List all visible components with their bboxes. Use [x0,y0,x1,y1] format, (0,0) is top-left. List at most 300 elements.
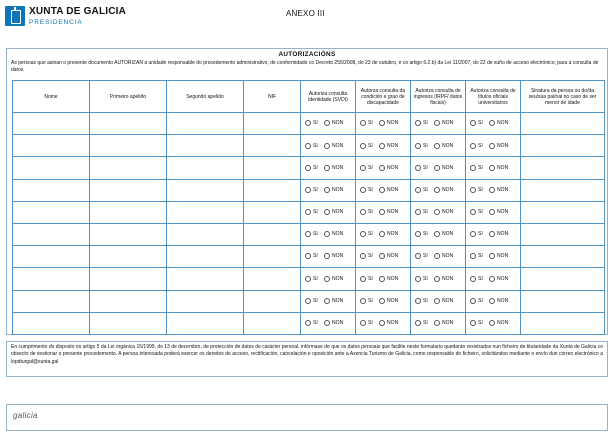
radio-circle-icon[interactable] [305,231,311,237]
radio-option-yes[interactable] [415,187,428,193]
radio-option-no[interactable] [324,120,343,126]
radio-circle-icon[interactable] [324,298,330,304]
cell-nome-input[interactable] [13,290,90,312]
radio-circle-icon[interactable] [470,320,476,326]
radio-label: SI [423,297,428,304]
header-primeiro-apelido: Primeiro apelido [90,81,167,113]
cell-primeiro-apelido-input[interactable] [90,113,167,135]
radio-circle-icon[interactable] [379,120,385,126]
radio-label: NON [441,209,454,216]
radio-option-no[interactable] [489,209,508,215]
radio-option-yes[interactable] [305,209,318,215]
radio-option-yes[interactable] [415,120,428,126]
radio-option-no[interactable] [379,320,398,326]
radio-option-no[interactable] [434,187,453,193]
cell-segundo-apelido-input[interactable] [167,113,244,135]
radio-circle-icon[interactable] [470,143,476,149]
radio-circle-icon[interactable] [489,187,495,193]
radio-option-yes[interactable] [305,231,318,237]
header-nif: NIF [244,81,301,113]
radio-label: SI [313,231,318,238]
cell-primeiro-apelido-input[interactable] [90,246,167,268]
radio-option-yes[interactable] [360,143,373,149]
radio-option-yes[interactable] [360,276,373,282]
galicia-logo: galicia [13,411,38,420]
cell-discapacidade [356,179,411,201]
authorizations-section [6,48,608,335]
radio-label: NON [386,164,399,171]
radio-option-yes[interactable] [470,165,483,171]
radio-option-no[interactable] [434,209,453,215]
radio-circle-icon[interactable] [305,165,311,171]
cell-nome-input[interactable] [13,201,90,223]
table-row [13,312,605,334]
cell-nif-input[interactable] [244,268,301,290]
radio-label: NON [386,297,399,304]
radio-option-no[interactable] [489,276,508,282]
cell-nome-input[interactable] [13,179,90,201]
cell-ingresos [411,113,466,135]
cell-nif-input[interactable] [244,246,301,268]
radio-option-yes[interactable] [470,253,483,259]
cell-sinatura-input[interactable] [521,157,605,179]
privacy-notice: En cumprimento do disposto no artigo 5 da Lei orgánica 15/1999, do 13 de decembro, de protección de datos de carácter persoal, infórmase de que os datos persoais que facilite neste formulario quedarán rexistrados nun ficheiro de titularidade da Xunta de Galicia co obxecto de xestionar o presente procedemento. A persoa interesada poderá exercer os dereitos de acceso, rectificación, cancelación e oposición ante a Axencia Turismo de Galicia, como responsable do ficheiro, solicitándoo mediante o envío dun correo electrónico a lopdturgal@xunta.gal [6,341,608,377]
cell-sinatura-input[interactable] [521,179,605,201]
radio-label: NON [441,231,454,238]
radio-label: NON [496,297,509,304]
cell-discapacidade [356,223,411,245]
radio-option-yes[interactable] [470,143,483,149]
radio-circle-icon[interactable] [379,320,385,326]
radio-option-yes[interactable] [305,298,318,304]
radio-label: SI [478,209,483,216]
radio-label: SI [313,320,318,327]
radio-label: SI [423,275,428,282]
radio-circle-icon[interactable] [489,209,495,215]
radio-circle-icon[interactable] [379,187,385,193]
cell-ingresos [411,290,466,312]
radio-option-no[interactable] [489,187,508,193]
radio-circle-icon[interactable] [415,231,421,237]
radio-option-yes[interactable] [470,298,483,304]
radio-circle-icon[interactable] [434,253,440,259]
cell-segundo-apelido-input[interactable] [167,268,244,290]
radio-label: NON [386,120,399,127]
radio-circle-icon[interactable] [360,276,366,282]
radio-option-no[interactable] [434,120,453,126]
radio-circle-icon[interactable] [324,209,330,215]
cell-sinatura-input[interactable] [521,223,605,245]
radio-circle-icon[interactable] [360,253,366,259]
radio-option-yes[interactable] [470,231,483,237]
cell-sinatura-input[interactable] [521,113,605,135]
xunta-logo [5,6,125,30]
cell-nome-input[interactable] [13,246,90,268]
radio-option-no[interactable] [379,120,398,126]
cell-ingresos [411,157,466,179]
cell-nif-input[interactable] [244,179,301,201]
radio-label: SI [478,186,483,193]
radio-option-no[interactable] [489,320,508,326]
radio-circle-icon[interactable] [360,320,366,326]
cell-segundo-apelido-input[interactable] [167,223,244,245]
radio-option-yes[interactable] [305,165,318,171]
cell-nif-input[interactable] [244,135,301,157]
cell-ingresos [411,201,466,223]
authorizations-table [12,80,605,335]
radio-label: NON [496,142,509,149]
cell-primeiro-apelido-input[interactable] [90,223,167,245]
radio-option-no[interactable] [324,165,343,171]
radio-option-yes[interactable] [360,187,373,193]
radio-option-no[interactable] [379,298,398,304]
radio-label: NON [386,253,399,260]
cell-nome-input[interactable] [13,223,90,245]
cell-nif-input[interactable] [244,290,301,312]
radio-label: SI [423,231,428,238]
radio-circle-icon[interactable] [379,298,385,304]
radio-label: NON [331,186,344,193]
radio-label: NON [331,231,344,238]
radio-circle-icon[interactable] [415,187,421,193]
radio-option-no[interactable] [379,253,398,259]
cell-segundo-apelido-input[interactable] [167,135,244,157]
radio-option-no[interactable] [324,298,343,304]
radio-circle-icon[interactable] [489,298,495,304]
cell-nif-input[interactable] [244,201,301,223]
radio-circle-icon[interactable] [434,209,440,215]
cell-ingresos [411,268,466,290]
cell-discapacidade [356,290,411,312]
radio-option-yes[interactable] [360,298,373,304]
cell-nome-input[interactable] [13,135,90,157]
cell-titulos [466,201,521,223]
radio-circle-icon[interactable] [489,165,495,171]
radio-circle-icon[interactable] [415,320,421,326]
cell-sinatura-input[interactable] [521,290,605,312]
table-row [13,157,605,179]
radio-option-no[interactable] [434,231,453,237]
radio-circle-icon[interactable] [470,187,476,193]
radio-circle-icon[interactable] [379,231,385,237]
radio-circle-icon[interactable] [324,276,330,282]
radio-label: NON [331,275,344,282]
radio-circle-icon[interactable] [470,209,476,215]
cell-ingresos [411,179,466,201]
radio-circle-icon[interactable] [305,209,311,215]
radio-option-yes[interactable] [360,165,373,171]
radio-option-yes[interactable] [415,253,428,259]
cell-segundo-apelido-input[interactable] [167,179,244,201]
radio-option-no[interactable] [324,143,343,149]
cell-identidade [301,179,356,201]
radio-option-yes[interactable] [470,120,483,126]
radio-option-yes[interactable] [415,231,428,237]
radio-circle-icon[interactable] [305,276,311,282]
radio-circle-icon[interactable] [324,120,330,126]
radio-option-no[interactable] [489,120,508,126]
radio-circle-icon[interactable] [470,120,476,126]
cell-sinatura-input[interactable] [521,268,605,290]
radio-label: NON [441,297,454,304]
radio-circle-icon[interactable] [379,253,385,259]
radio-circle-icon[interactable] [470,231,476,237]
radio-circle-icon[interactable] [434,276,440,282]
radio-circle-icon[interactable] [434,298,440,304]
radio-label: SI [313,142,318,149]
cell-nif-input[interactable] [244,223,301,245]
radio-circle-icon[interactable] [324,187,330,193]
radio-label: NON [441,275,454,282]
cell-segundo-apelido-input[interactable] [167,157,244,179]
radio-option-no[interactable] [324,253,343,259]
radio-circle-icon[interactable] [324,231,330,237]
radio-label: SI [313,164,318,171]
radio-option-yes[interactable] [305,143,318,149]
cell-sinatura-input[interactable] [521,312,605,334]
radio-circle-icon[interactable] [360,298,366,304]
radio-label: SI [368,186,373,193]
radio-circle-icon[interactable] [434,165,440,171]
radio-circle-icon[interactable] [415,165,421,171]
radio-label: NON [441,142,454,149]
radio-option-no[interactable] [379,143,398,149]
cell-identidade [301,157,356,179]
radio-option-no[interactable] [379,276,398,282]
cell-primeiro-apelido-input[interactable] [90,157,167,179]
radio-option-no[interactable] [324,276,343,282]
radio-circle-icon[interactable] [360,187,366,193]
radio-circle-icon[interactable] [489,120,495,126]
cell-primeiro-apelido-input[interactable] [90,201,167,223]
radio-option-no[interactable] [434,320,453,326]
radio-option-yes[interactable] [415,143,428,149]
radio-circle-icon[interactable] [305,253,311,259]
cell-discapacidade [356,268,411,290]
radio-option-no[interactable] [379,187,398,193]
radio-option-yes[interactable] [415,320,428,326]
cell-nif-input[interactable] [244,157,301,179]
table-row [13,223,605,245]
radio-circle-icon[interactable] [489,231,495,237]
table-header-row [13,81,605,113]
cell-segundo-apelido-input[interactable] [167,290,244,312]
cell-ingresos [411,223,466,245]
cell-discapacidade [356,157,411,179]
radio-label: NON [331,297,344,304]
radio-circle-icon[interactable] [360,231,366,237]
cell-titulos [466,312,521,334]
radio-option-no[interactable] [489,165,508,171]
radio-option-no[interactable] [434,253,453,259]
radio-option-no[interactable] [434,276,453,282]
radio-label: SI [313,186,318,193]
radio-option-no[interactable] [434,165,453,171]
header-sinatura: Sinatura da persoa ou do/da seu/súa pai/nai no caso de ser menor de idade [521,81,605,113]
radio-circle-icon[interactable] [415,143,421,149]
radio-label: SI [368,253,373,260]
radio-circle-icon[interactable] [360,209,366,215]
radio-option-yes[interactable] [415,209,428,215]
radio-option-no[interactable] [324,320,343,326]
radio-option-yes[interactable] [415,298,428,304]
radio-circle-icon[interactable] [360,143,366,149]
cell-segundo-apelido-input[interactable] [167,201,244,223]
radio-option-yes[interactable] [470,320,483,326]
radio-option-yes[interactable] [305,276,318,282]
radio-circle-icon[interactable] [305,298,311,304]
radio-option-yes[interactable] [360,209,373,215]
radio-circle-icon[interactable] [489,320,495,326]
cell-nome-input[interactable] [13,268,90,290]
cell-titulos [466,113,521,135]
radio-circle-icon[interactable] [415,276,421,282]
radio-circle-icon[interactable] [434,187,440,193]
radio-circle-icon[interactable] [434,120,440,126]
radio-circle-icon[interactable] [305,120,311,126]
cell-nome-input[interactable] [13,312,90,334]
radio-circle-icon[interactable] [415,209,421,215]
radio-option-no[interactable] [489,298,508,304]
cell-primeiro-apelido-input[interactable] [90,135,167,157]
cell-discapacidade [356,113,411,135]
radio-circle-icon[interactable] [305,143,311,149]
header-segundo-apelido: Segundo apelido [167,81,244,113]
radio-option-yes[interactable] [360,231,373,237]
radio-option-yes[interactable] [305,187,318,193]
radio-option-yes[interactable] [470,276,483,282]
table-row [13,268,605,290]
radio-circle-icon[interactable] [470,253,476,259]
radio-label: SI [368,164,373,171]
radio-option-yes[interactable] [305,120,318,126]
cell-nif-input[interactable] [244,312,301,334]
radio-circle-icon[interactable] [470,165,476,171]
radio-circle-icon[interactable] [434,143,440,149]
radio-label: SI [423,142,428,149]
section-title: AUTORIZACIÓNS [278,51,336,58]
cell-sinatura-input[interactable] [521,201,605,223]
radio-circle-icon[interactable] [360,165,366,171]
radio-option-yes[interactable] [305,320,318,326]
cell-ingresos [411,312,466,334]
cell-primeiro-apelido-input[interactable] [90,312,167,334]
radio-option-no[interactable] [489,231,508,237]
cell-nome-input[interactable] [13,113,90,135]
radio-circle-icon[interactable] [360,120,366,126]
radio-label: NON [386,231,399,238]
radio-circle-icon[interactable] [415,120,421,126]
radio-option-yes[interactable] [305,253,318,259]
radio-label: NON [386,320,399,327]
radio-label: NON [331,164,344,171]
radio-label: SI [478,120,483,127]
radio-option-no[interactable] [379,231,398,237]
radio-option-yes[interactable] [360,320,373,326]
radio-label: SI [368,142,373,149]
radio-label: SI [368,320,373,327]
radio-circle-icon[interactable] [305,320,311,326]
cell-sinatura-input[interactable] [521,135,605,157]
radio-label: SI [423,209,428,216]
radio-option-no[interactable] [434,143,453,149]
cell-nome-input[interactable] [13,157,90,179]
radio-circle-icon[interactable] [489,253,495,259]
radio-label: NON [331,120,344,127]
cell-primeiro-apelido-input[interactable] [90,290,167,312]
cell-nif-input[interactable] [244,113,301,135]
radio-label: NON [441,164,454,171]
radio-option-yes[interactable] [415,165,428,171]
radio-label: NON [441,253,454,260]
xunta-emblem-icon [5,6,25,26]
radio-circle-icon[interactable] [324,143,330,149]
radio-circle-icon[interactable] [324,253,330,259]
radio-option-no[interactable] [489,253,508,259]
radio-option-no[interactable] [324,187,343,193]
radio-label: SI [368,120,373,127]
radio-circle-icon[interactable] [434,320,440,326]
radio-circle-icon[interactable] [434,231,440,237]
radio-circle-icon[interactable] [489,143,495,149]
radio-circle-icon[interactable] [305,187,311,193]
radio-option-no[interactable] [434,298,453,304]
radio-circle-icon[interactable] [489,276,495,282]
radio-circle-icon[interactable] [379,209,385,215]
radio-option-yes[interactable] [360,120,373,126]
cell-primeiro-apelido-input[interactable] [90,268,167,290]
radio-label: SI [368,275,373,282]
cell-ingresos [411,135,466,157]
radio-option-no[interactable] [489,143,508,149]
radio-option-no[interactable] [379,165,398,171]
cell-discapacidade [356,135,411,157]
cell-identidade [301,290,356,312]
radio-circle-icon[interactable] [470,276,476,282]
radio-label: SI [423,253,428,260]
radio-option-no[interactable] [324,209,343,215]
radio-option-yes[interactable] [415,276,428,282]
radio-option-no[interactable] [324,231,343,237]
radio-circle-icon[interactable] [379,143,385,149]
radio-circle-icon[interactable] [415,253,421,259]
radio-circle-icon[interactable] [470,298,476,304]
radio-option-yes[interactable] [470,209,483,215]
cell-identidade [301,223,356,245]
radio-circle-icon[interactable] [324,165,330,171]
cell-titulos [466,268,521,290]
radio-label: SI [478,297,483,304]
radio-circle-icon[interactable] [415,298,421,304]
radio-option-no[interactable] [379,209,398,215]
radio-circle-icon[interactable] [379,276,385,282]
intro-text: As persoas que asinan o presente documento AUTORIZAN a unidade responsable do procedemento administrativo, de conformidade co Decreto 255/2008, do 23 de outubro, e co artigo 6.2.b) da Lei 11/2007, do 22 de xuño de acceso electrónico, para a consulta de datos. [11,60,599,74]
radio-option-yes[interactable] [470,187,483,193]
radio-circle-icon[interactable] [324,320,330,326]
radio-label: NON [331,209,344,216]
cell-segundo-apelido-input[interactable] [167,312,244,334]
cell-sinatura-input[interactable] [521,246,605,268]
cell-ingresos [411,246,466,268]
cell-discapacidade [356,246,411,268]
radio-label: NON [441,120,454,127]
cell-titulos [466,290,521,312]
cell-primeiro-apelido-input[interactable] [90,179,167,201]
radio-circle-icon[interactable] [379,165,385,171]
radio-label: SI [313,275,318,282]
radio-option-yes[interactable] [360,253,373,259]
cell-segundo-apelido-input[interactable] [167,246,244,268]
